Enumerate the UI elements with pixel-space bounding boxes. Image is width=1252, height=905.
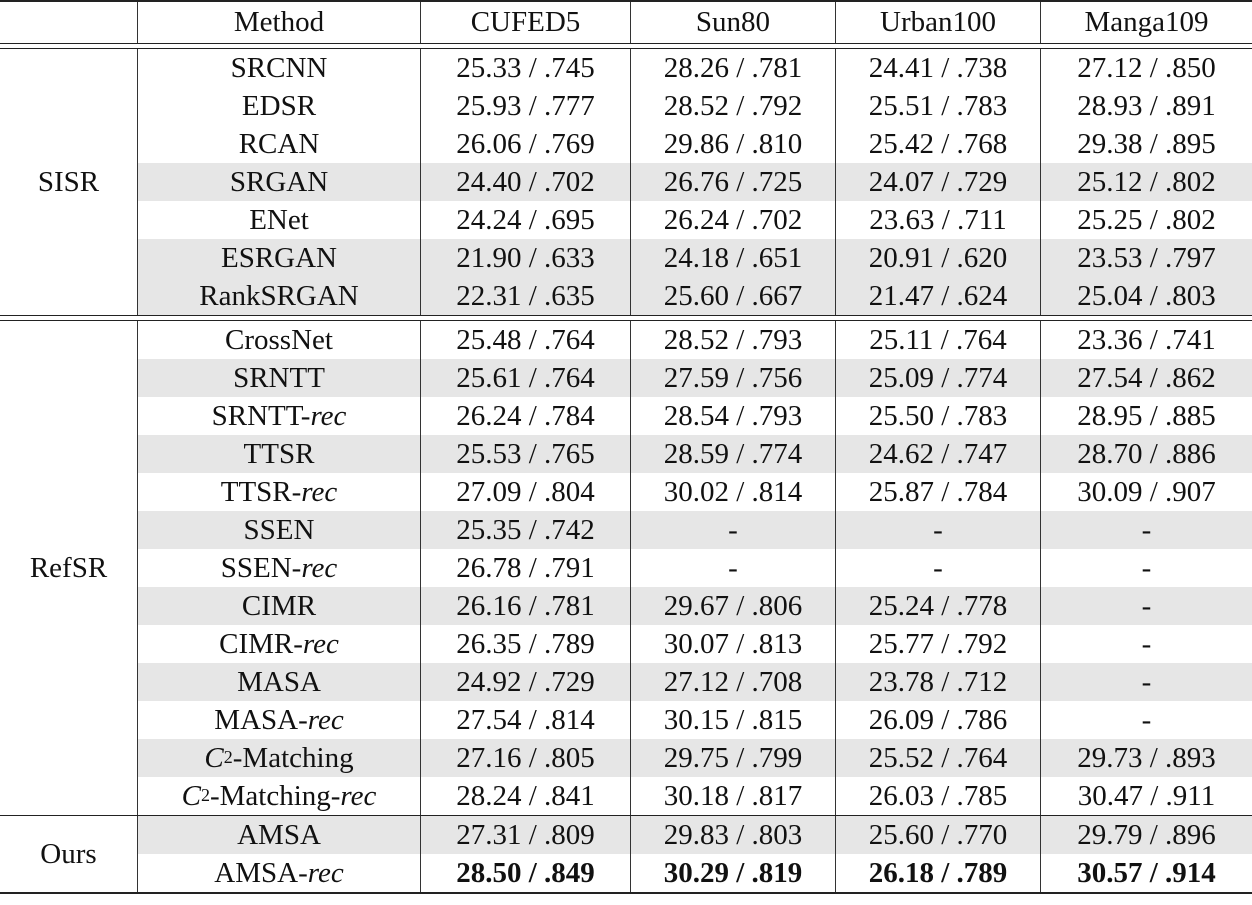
score-cell: 20.91 / .620 — [835, 239, 1040, 277]
score-cell: 29.79 / .896 — [1040, 816, 1252, 854]
score-cell: - — [835, 511, 1040, 549]
method-name — [137, 435, 420, 473]
method-base: SRGAN — [229, 165, 329, 198]
table-row — [137, 201, 1252, 239]
table-row — [137, 125, 1252, 163]
score-cell: 27.12 / .850 — [1040, 49, 1252, 87]
score-cell: 25.77 / .792 — [835, 625, 1040, 663]
score-cell: 25.60 / .667 — [630, 277, 835, 315]
score-cell: 25.61 / .764 — [420, 359, 630, 397]
score-cell: - — [630, 549, 835, 587]
method-name — [137, 125, 420, 163]
group-label: Ours — [40, 837, 97, 870]
score-cell: 30.09 / .907 — [1040, 473, 1252, 511]
score-cell: 27.12 / .708 — [630, 663, 835, 701]
score-cell: 29.75 / .799 — [630, 739, 835, 777]
method-suffix: rec — [340, 779, 377, 812]
score-cell: 27.16 / .805 — [420, 739, 630, 777]
group-label: SISR — [37, 165, 100, 198]
group-ours — [0, 816, 1252, 892]
method-prefix: C — [204, 741, 224, 774]
method-name — [137, 87, 420, 125]
method-superscript: 2 — [200, 785, 210, 805]
score-cell: 25.11 / .764 — [835, 321, 1040, 359]
score-cell: 26.24 / .702 — [630, 201, 835, 239]
method-base: CrossNet — [225, 323, 333, 356]
method-name — [137, 663, 420, 701]
score-cell: 27.31 / .809 — [420, 816, 630, 854]
score-cell: 27.09 / .804 — [420, 473, 630, 511]
score-cell: - — [1040, 511, 1252, 549]
method-base: RCAN — [238, 127, 320, 160]
table-row — [137, 816, 1252, 854]
table-row — [137, 277, 1252, 315]
table-row — [137, 549, 1252, 587]
method-name — [137, 277, 420, 315]
table-row — [137, 435, 1252, 473]
method-base: CIMR- — [219, 627, 303, 660]
method-name — [137, 397, 420, 435]
table-row — [137, 359, 1252, 397]
score-cell: 25.87 / .784 — [835, 473, 1040, 511]
score-cell: 25.04 / .803 — [1040, 277, 1252, 315]
table-row — [137, 321, 1252, 359]
score-cell: 28.52 / .792 — [630, 87, 835, 125]
score-cell: 24.62 / .747 — [835, 435, 1040, 473]
score-cell: 27.54 / .862 — [1040, 359, 1252, 397]
table-row — [137, 511, 1252, 549]
method-name — [137, 854, 420, 892]
method-base: SRCNN — [230, 51, 328, 84]
score-cell: - — [630, 511, 835, 549]
method-prefix: C — [181, 779, 201, 812]
score-cell: 26.18 / .789 — [835, 854, 1040, 892]
score-cell: 25.48 / .764 — [420, 321, 630, 359]
table-row — [137, 663, 1252, 701]
score-cell: - — [1040, 625, 1252, 663]
method-base: TTSR — [243, 437, 315, 470]
score-cell: 29.86 / .810 — [630, 125, 835, 163]
header-dataset: CUFED5 — [420, 2, 630, 43]
score-cell: 25.60 / .770 — [835, 816, 1040, 854]
score-cell: - — [1040, 663, 1252, 701]
method-suffix: rec — [302, 627, 339, 660]
method-name — [137, 49, 420, 87]
method-base: -Matching — [232, 741, 354, 774]
method-name — [137, 739, 420, 777]
method-base: MASA- — [214, 703, 308, 736]
score-cell: 30.02 / .814 — [630, 473, 835, 511]
score-cell: 26.35 / .789 — [420, 625, 630, 663]
score-cell: 26.09 / .786 — [835, 701, 1040, 739]
header-group — [0, 2, 137, 43]
score-cell: 25.09 / .774 — [835, 359, 1040, 397]
table-row — [137, 701, 1252, 739]
score-cell: 27.54 / .814 — [420, 701, 630, 739]
score-cell: 25.50 / .783 — [835, 397, 1040, 435]
score-cell: 21.90 / .633 — [420, 239, 630, 277]
method-name — [137, 587, 420, 625]
method-name — [137, 473, 420, 511]
method-name — [137, 625, 420, 663]
score-cell: 25.93 / .777 — [420, 87, 630, 125]
score-cell: 30.47 / .911 — [1040, 777, 1252, 815]
score-cell: 29.83 / .803 — [630, 816, 835, 854]
score-cell: 26.16 / .781 — [420, 587, 630, 625]
method-suffix: rec — [301, 551, 338, 584]
method-base: SSEN — [243, 513, 315, 546]
method-base: MASA — [237, 665, 321, 698]
score-cell: - — [835, 549, 1040, 587]
score-cell: 29.67 / .806 — [630, 587, 835, 625]
score-cell: 23.63 / .711 — [835, 201, 1040, 239]
method-base: AMSA- — [214, 856, 308, 889]
score-cell: 23.78 / .712 — [835, 663, 1040, 701]
score-cell: 25.51 / .783 — [835, 87, 1040, 125]
score-cell: 25.52 / .764 — [835, 739, 1040, 777]
group-sisr — [0, 49, 1252, 315]
score-cell: 28.54 / .793 — [630, 397, 835, 435]
table-row — [137, 87, 1252, 125]
method-name — [137, 511, 420, 549]
score-cell: 28.50 / .849 — [420, 854, 630, 892]
score-cell: 25.33 / .745 — [420, 49, 630, 87]
score-cell: 29.73 / .893 — [1040, 739, 1252, 777]
group-refsr — [0, 321, 1252, 815]
score-cell: 25.12 / .802 — [1040, 163, 1252, 201]
method-base: SSEN- — [220, 551, 302, 584]
score-cell: 30.18 / .817 — [630, 777, 835, 815]
table-row — [137, 777, 1252, 815]
method-name — [137, 549, 420, 587]
header-method: Method — [137, 2, 420, 43]
method-name — [137, 201, 420, 239]
table-row — [137, 739, 1252, 777]
method-base: EDSR — [241, 89, 317, 122]
method-name — [137, 163, 420, 201]
method-base: TTSR- — [220, 475, 302, 508]
score-cell: 26.03 / .785 — [835, 777, 1040, 815]
score-cell: 27.59 / .756 — [630, 359, 835, 397]
method-name — [137, 777, 420, 815]
score-cell: 28.59 / .774 — [630, 435, 835, 473]
score-cell: 23.36 / .741 — [1040, 321, 1252, 359]
table-row — [137, 397, 1252, 435]
table-row — [137, 163, 1252, 201]
header-dataset: Manga109 — [1040, 2, 1252, 43]
score-cell: 29.38 / .895 — [1040, 125, 1252, 163]
method-base: AMSA — [237, 818, 321, 851]
score-cell: - — [1040, 701, 1252, 739]
score-cell: 28.24 / .841 — [420, 777, 630, 815]
table-row — [137, 239, 1252, 277]
score-cell: 28.95 / .885 — [1040, 397, 1252, 435]
score-cell: 30.15 / .815 — [630, 701, 835, 739]
method-base: -Matching- — [209, 779, 341, 812]
score-cell: 25.42 / .768 — [835, 125, 1040, 163]
score-cell: 24.18 / .651 — [630, 239, 835, 277]
method-name — [137, 239, 420, 277]
method-suffix: rec — [301, 475, 338, 508]
table-row — [137, 473, 1252, 511]
header-dataset: Sun80 — [630, 2, 835, 43]
score-cell: 26.06 / .769 — [420, 125, 630, 163]
table-header — [0, 0, 1252, 43]
score-cell: 24.41 / .738 — [835, 49, 1040, 87]
score-cell: 25.35 / .742 — [420, 511, 630, 549]
method-suffix: rec — [307, 856, 344, 889]
score-cell: 24.07 / .729 — [835, 163, 1040, 201]
method-base: RankSRGAN — [199, 279, 359, 312]
header-dataset: Urban100 — [835, 2, 1040, 43]
score-cell: 28.93 / .891 — [1040, 87, 1252, 125]
score-cell: 28.70 / .886 — [1040, 435, 1252, 473]
method-base: SRNTT- — [211, 399, 311, 432]
score-cell: 26.78 / .791 — [420, 549, 630, 587]
table-row — [137, 854, 1252, 892]
group-label: RefSR — [29, 551, 108, 584]
score-cell: 26.24 / .784 — [420, 397, 630, 435]
method-name — [137, 359, 420, 397]
method-base: ESRGAN — [220, 241, 337, 274]
score-cell: 23.53 / .797 — [1040, 239, 1252, 277]
score-cell: 26.76 / .725 — [630, 163, 835, 201]
table-row — [137, 49, 1252, 87]
method-suffix: rec — [310, 399, 347, 432]
method-name — [137, 816, 420, 854]
score-cell: 24.92 / .729 — [420, 663, 630, 701]
method-suffix: rec — [307, 703, 344, 736]
score-cell: 30.57 / .914 — [1040, 854, 1252, 892]
score-cell: 24.40 / .702 — [420, 163, 630, 201]
score-cell: 21.47 / .624 — [835, 277, 1040, 315]
score-cell: 25.53 / .765 — [420, 435, 630, 473]
method-superscript: 2 — [223, 747, 233, 767]
score-cell: 30.07 / .813 — [630, 625, 835, 663]
method-base: ENet — [249, 203, 309, 236]
score-cell: 28.52 / .793 — [630, 321, 835, 359]
score-cell: 24.24 / .695 — [420, 201, 630, 239]
method-name — [137, 701, 420, 739]
score-cell: 25.24 / .778 — [835, 587, 1040, 625]
bottom-rule — [0, 892, 1252, 894]
table-row — [137, 625, 1252, 663]
score-cell: - — [1040, 549, 1252, 587]
score-cell: 30.29 / .819 — [630, 854, 835, 892]
score-cell: 25.25 / .802 — [1040, 201, 1252, 239]
score-cell: - — [1040, 587, 1252, 625]
table-row — [137, 587, 1252, 625]
method-base: SRNTT — [233, 361, 325, 394]
score-cell: 28.26 / .781 — [630, 49, 835, 87]
method-base: CIMR — [241, 589, 317, 622]
score-cell: 22.31 / .635 — [420, 277, 630, 315]
method-name — [137, 321, 420, 359]
